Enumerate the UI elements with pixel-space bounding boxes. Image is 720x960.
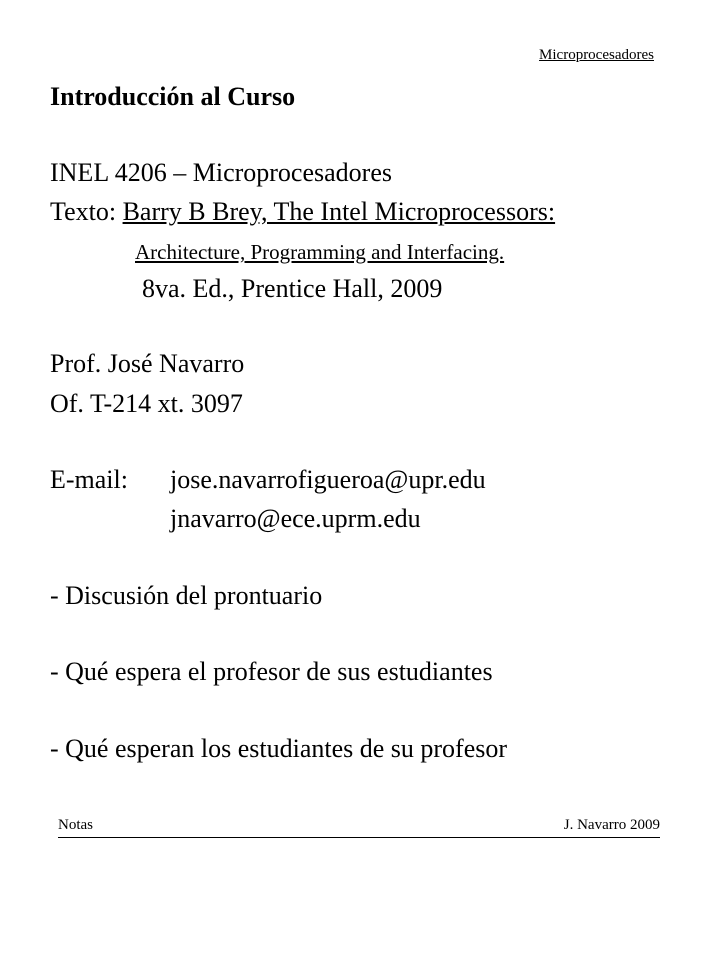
topic-item-professor-expectations: - Qué espera el profesor de sus estudiantes	[50, 657, 493, 686]
footer-notes-label: Notas	[58, 817, 93, 833]
course-code-line: INEL 4206 – Microprocesadores	[50, 158, 392, 187]
topic-item-student-expectations: - Qué esperan los estudiantes de su profesor	[50, 734, 508, 763]
professor-office: Of. T-214 xt. 3097	[50, 389, 243, 418]
textbook-title-line-1: Barry B Brey, The Intel Microprocessors:	[122, 197, 556, 226]
footer-notes-line	[58, 817, 660, 838]
textbook-edition: 8va. Ed., Prentice Hall, 2009	[142, 274, 443, 303]
textbook-label: Texto:	[50, 197, 123, 226]
textbook-title-line-2: Architecture, Programming and Interfacing.	[135, 240, 505, 264]
email-address-1: jose.navarrofigueroa@upr.edu	[170, 465, 486, 494]
footer-author-year: J. Navarro 2009	[563, 817, 660, 833]
email-address-2: jnavarro@ece.uprm.edu	[170, 504, 421, 533]
textbook-line	[50, 197, 555, 227]
email-label: E-mail:	[50, 465, 128, 494]
professor-name: Prof. José Navarro	[50, 349, 245, 378]
page-title: Introducción al Curso	[50, 82, 296, 111]
header-course-tag: Microprocesadores	[539, 47, 654, 63]
topic-item-syllabus: - Discusión del prontuario	[50, 581, 323, 610]
